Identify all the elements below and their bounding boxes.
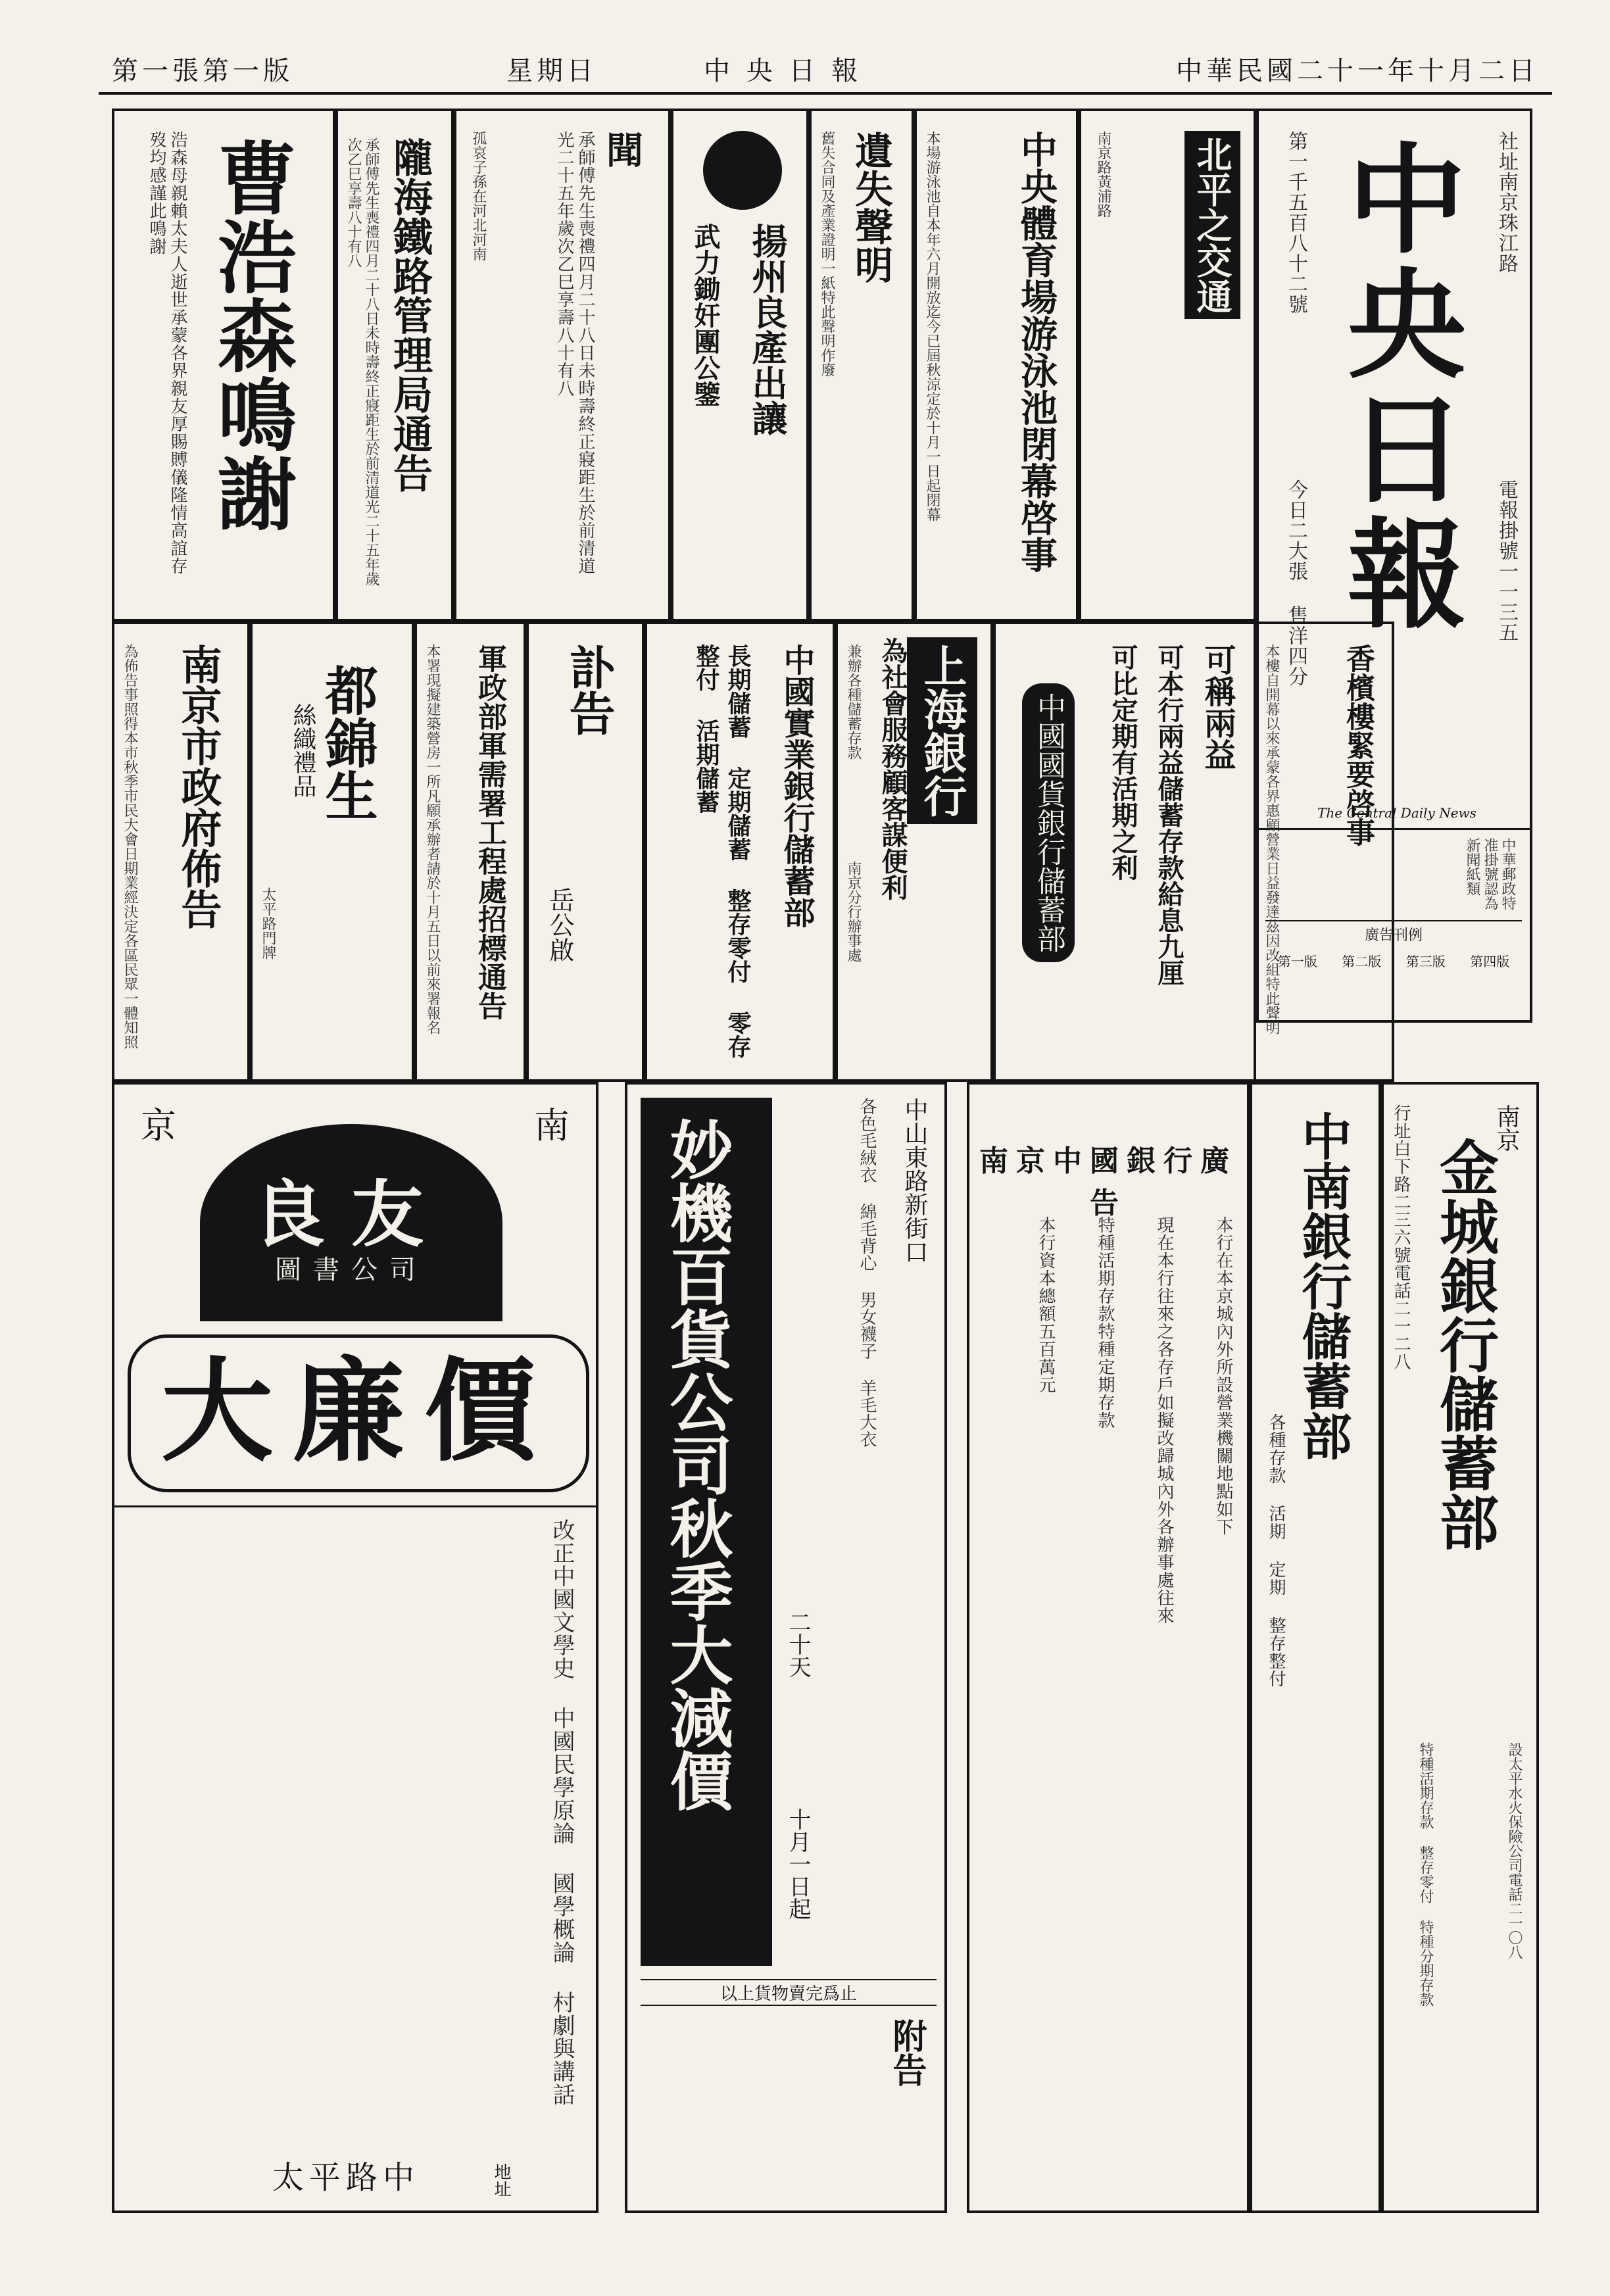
- pay-line-a: 可本行兩益儲蓄存款給息九厘: [1154, 644, 1184, 986]
- spacer: [118, 109, 121, 111]
- sale-note: 以上貨物賣完爲止: [641, 1979, 937, 2006]
- obit-name: 岳公啟: [545, 887, 574, 962]
- jincheng-city: 南京: [1493, 1104, 1520, 1152]
- liangyou-book-list: 改正中國文學史 中國民學原論 國學概論 村劇與講話: [549, 1519, 575, 2106]
- funeral-notice: [454, 109, 671, 622]
- estate-title: 揚州良產出讓: [746, 223, 789, 436]
- military-notice: [414, 622, 526, 1082]
- dujinsheng-title: 都錦生: [316, 664, 378, 821]
- funeral-body: 承師傅先生喪禮四月二十八日未時壽終正寢距生於前清道光二十五年歲次乙巳享壽八十有八: [554, 131, 595, 575]
- loss-notice: [809, 109, 914, 622]
- stadium-body: 本場游泳池自本年六月開放迄今已屆秋涼定於十月一日起閉幕: [924, 131, 940, 522]
- shanghai-addr: 南京分行辦事處: [845, 861, 862, 962]
- cao-notice: [112, 109, 335, 622]
- peiping-notice: [1079, 109, 1256, 622]
- nanjing-gov-body: 為佈告事照得本市秋季市民大會日期業經決定各區民眾一體知照: [122, 644, 138, 1049]
- zhongnan-types: 各種存款 活期 定期 整存整付: [1266, 1413, 1286, 1688]
- pay-bank: 中國國貨銀行儲蓄部: [1022, 683, 1075, 962]
- price-row: 第三版: [1405, 954, 1446, 969]
- liangyou-city-right: 南: [534, 1105, 570, 1146]
- fragrant-title: 香檳樓緊要啓事: [1341, 644, 1375, 846]
- price-row: 第二版: [1342, 954, 1382, 969]
- masthead-title: 中央日報: [1328, 137, 1467, 637]
- zhongnan-bank-ad: [1250, 1082, 1381, 2213]
- pay-line-b: 可比定期有活期之利: [1108, 644, 1138, 881]
- divider: [114, 1505, 596, 1507]
- peiping-title: 北平之交通: [1184, 131, 1240, 319]
- today-note: 今日二大張 售洋四分: [1284, 479, 1307, 687]
- miaoji-days: 二十天: [785, 1611, 811, 1678]
- shanghai-bank-ad: [835, 622, 993, 1082]
- obituary: [526, 622, 645, 1082]
- liangyou-ad: [112, 1082, 598, 2213]
- railway-body: 承師傅先生喪禮四月二十八日未時壽終正寢距生於前清道光二十五年歲次乙巳享壽八十有八: [345, 137, 379, 586]
- masthead-phone: 電報掛號一一三五: [1495, 479, 1518, 643]
- stadium-title: 中央體育場游泳池閉幕啓事: [1015, 131, 1058, 573]
- liangyou-address: 太平路中: [272, 2159, 420, 2196]
- shanghai-sub: 兼辦各種儲蓄存款: [845, 644, 862, 760]
- shanghai-slogan: 為社會服務顧客謀便利: [877, 637, 908, 900]
- miaoji-location: 中山東路新街口: [901, 1098, 928, 1263]
- cb-item-2: 現在本行往來之各存戶如擬改歸城內外各辦事處往來: [1154, 1216, 1174, 1624]
- railway-notice: [335, 109, 454, 622]
- fragrant-body: 本樓自開幕以來承蒙各界惠顧營業日益發達茲因改組特此聲明: [1263, 644, 1280, 1035]
- dujinsheng-sub: 絲織禮品: [289, 703, 316, 798]
- industrial-body: 長期儲蓄 定期儲蓄 整存零付 零存整付 活期儲蓄: [693, 644, 752, 1058]
- masthead-notice: 中華郵政特准掛號認為新聞紙類: [1464, 838, 1516, 910]
- peiping-sub: 南京路黃浦路: [1095, 131, 1111, 218]
- nanjing-gov-title: 南京市政府佈告: [174, 644, 222, 929]
- jincheng-addr: 行址白下路二三六號電話二一二八: [1391, 1104, 1411, 1371]
- military-title: 軍政部軍需署工程處招標通告: [473, 644, 506, 1020]
- funeral-mourner: 孤哀子孫在河北河南: [470, 131, 487, 261]
- liangyou-name: 良友: [253, 1172, 450, 1257]
- masthead-office: 社址南京珠江路: [1495, 131, 1518, 274]
- liangyou-co: 圖書公司: [275, 1255, 427, 1285]
- force-title: 武力鋤奸團公鑒: [690, 223, 721, 407]
- jincheng-kinds: 特種活期存款 整存零付 特種分期存款: [1417, 1742, 1434, 2007]
- industrial-title: 中國實業銀行儲蓄部: [778, 644, 815, 928]
- railway-title: 隴海鐵路管理局通告: [387, 137, 433, 493]
- miaoji-attach: 附告: [887, 2018, 927, 2087]
- cb-item-4: 本行資本總額五百萬元: [1036, 1216, 1056, 1394]
- dujinsheng-addr: 太平路門牌: [260, 887, 276, 960]
- zhongnan-bank: 中南銀行儲蓄部: [1294, 1111, 1352, 1461]
- nanjing-gov-notice: [112, 622, 250, 1082]
- price-row: 第四版: [1470, 954, 1510, 969]
- issue-label: 第一張第一版: [112, 56, 293, 86]
- jincheng-bank-ad: [1381, 1082, 1539, 2213]
- loss-title: 遺失聲明: [848, 131, 893, 283]
- cb-item-3: 特種活期存款特種定期存款: [1095, 1216, 1115, 1429]
- miaoji-ad: [625, 1082, 947, 2213]
- military-body: 本署現擬建築營房一所凡願承辦者請於十月五日以前來署報名: [424, 644, 441, 1035]
- estate-notice: [671, 109, 809, 622]
- price-row: 第一版: [1277, 954, 1317, 969]
- dujinsheng-ad: [250, 622, 414, 1082]
- top-date-line: [99, 46, 1552, 95]
- miaoji-date: 十月一日起: [785, 1808, 811, 1920]
- miaoji-title: 妙機百貨公司秋季大減價: [660, 1117, 734, 1812]
- liangyou-address-label: 地址: [491, 2163, 511, 2197]
- paper-name-small: 中 央 日 報: [704, 56, 862, 86]
- stadium-notice: [914, 109, 1079, 622]
- miaoji-banner: [641, 1098, 772, 1966]
- pay-title: 可稱兩益: [1199, 644, 1236, 770]
- day-label: 星期日: [506, 56, 597, 86]
- cao-body: 浩森母親賴太夫人逝世承蒙各界親友厚賜賻儀隆情高誼存歿均感謹此鳴謝: [147, 131, 187, 575]
- loss-body: 舊失合同及產業證明一紙特此聲明作廢: [819, 131, 835, 377]
- miaoji-goods: 各色毛絨衣 綿毛背心 男女襪子 羊毛大衣: [857, 1098, 877, 1448]
- liangyou-sale: 大廉價: [128, 1334, 589, 1492]
- zhongnan-hq: 南京中國銀行廣告: [979, 1144, 1237, 1220]
- china-bank-ad: [967, 1082, 1250, 2213]
- date-line: 中華民國二十一年十月二日: [1176, 56, 1539, 86]
- jincheng-title: 金城銀行儲蓄部: [1429, 1137, 1499, 1551]
- seal-emblem: [703, 131, 782, 210]
- shanghai-title: 上海銀行: [907, 637, 977, 824]
- industrial-bank-ad: [645, 622, 835, 1082]
- price-table-title: 廣告刊例: [1364, 927, 1423, 944]
- jincheng-insure: 設太平水火保險公司電話二一〇八: [1506, 1742, 1523, 1959]
- obit-title: 訃告: [562, 644, 616, 736]
- national-goods-bank-ad: [993, 622, 1256, 1082]
- liangyou-city-left: 京: [141, 1105, 176, 1146]
- fragrant-notice: [1256, 622, 1394, 1082]
- masthead-english: The Central Daily News: [1317, 805, 1476, 821]
- cao-title: 曹浩森鳴謝: [205, 137, 297, 532]
- cb-item-1: 本行在本京城內外所設營業機關地點如下: [1213, 1216, 1233, 1536]
- funeral-title: 聞: [600, 131, 644, 168]
- issue-number: 第一千五百八十二號: [1284, 131, 1307, 314]
